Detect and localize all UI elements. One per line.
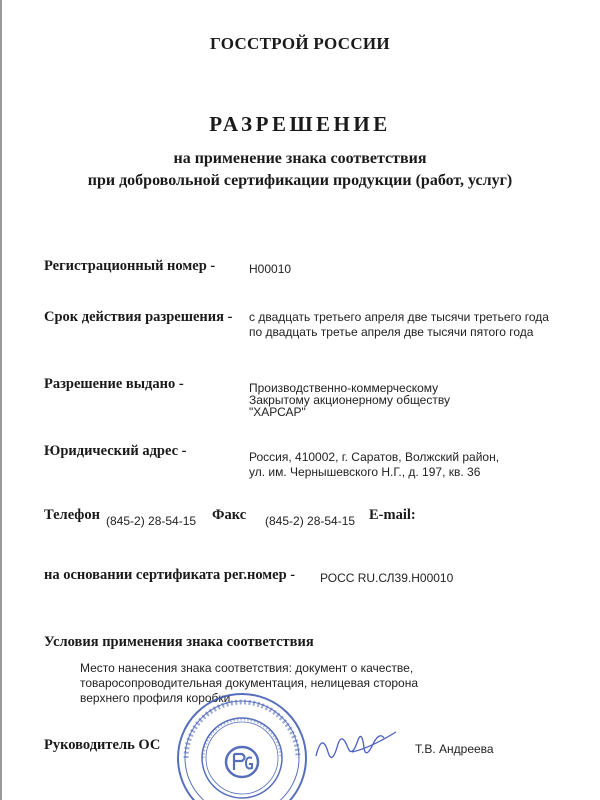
email-label: E-mail:: [369, 507, 416, 523]
phone-value: (845-2) 28-54-15: [106, 514, 197, 528]
validity-line-2: по двадцать третье апреля две тысячи пятого года: [249, 325, 534, 339]
cert-value: РОСС RU.СЛ39.Н00010: [320, 571, 454, 585]
validity-label: Срок действия разрешения -: [44, 309, 233, 325]
cert-label: на основании сертификата рег.номер -: [44, 567, 296, 583]
conditions-line-2: товаросопроводительная документация, нелицевая сторона: [80, 676, 419, 690]
conditions-line-3: верхнего профиля коробки: [80, 691, 231, 705]
head-name: Т.В. Андреева: [415, 742, 494, 756]
document-title: РАЗРЕШЕНИЕ: [209, 112, 391, 136]
conditions-heading: Условия применения знака соответствия: [44, 634, 314, 650]
organization-stamp-icon: [172, 688, 312, 800]
conditions-line-1: Место нанесения знака соответствия: документ о качестве,: [80, 661, 414, 675]
ministry-name: ГОССТРОЙ РОССИИ: [210, 34, 390, 53]
issued-line-3: "ХАРСАР": [249, 405, 306, 419]
validity-line-1: с двадцать третьего апреля две тысячи третьего года: [249, 310, 549, 324]
signature-icon: [312, 722, 402, 772]
issued-line-1: Производственно-коммерческому: [249, 381, 439, 395]
subtitle-line-2: при добровольной сертификации продукции (работ, услуг): [87, 172, 513, 189]
phone-label: Телефон: [44, 507, 100, 523]
fax-value: (845-2) 28-54-15: [265, 514, 356, 528]
issued-line-2: Закрытому акционерному обществу: [249, 393, 450, 407]
address-line-2: ул. им. Чернышевского Н.Г., д. 197, кв. 36: [249, 465, 481, 479]
reg-number-value: Н00010: [249, 262, 292, 276]
address-line-1: Россия, 410002, г. Саратов, Волжский район,: [249, 450, 500, 464]
head-label: Руководитель ОС: [44, 737, 161, 753]
reg-number-label: Регистрационный номер -: [44, 258, 216, 274]
subtitle-line-1: на применение знака соответствия: [173, 150, 427, 167]
address-label: Юридический адрес -: [44, 443, 187, 459]
issued-label: Разрешение выдано -: [44, 376, 184, 392]
fax-label: Факс: [212, 507, 247, 523]
